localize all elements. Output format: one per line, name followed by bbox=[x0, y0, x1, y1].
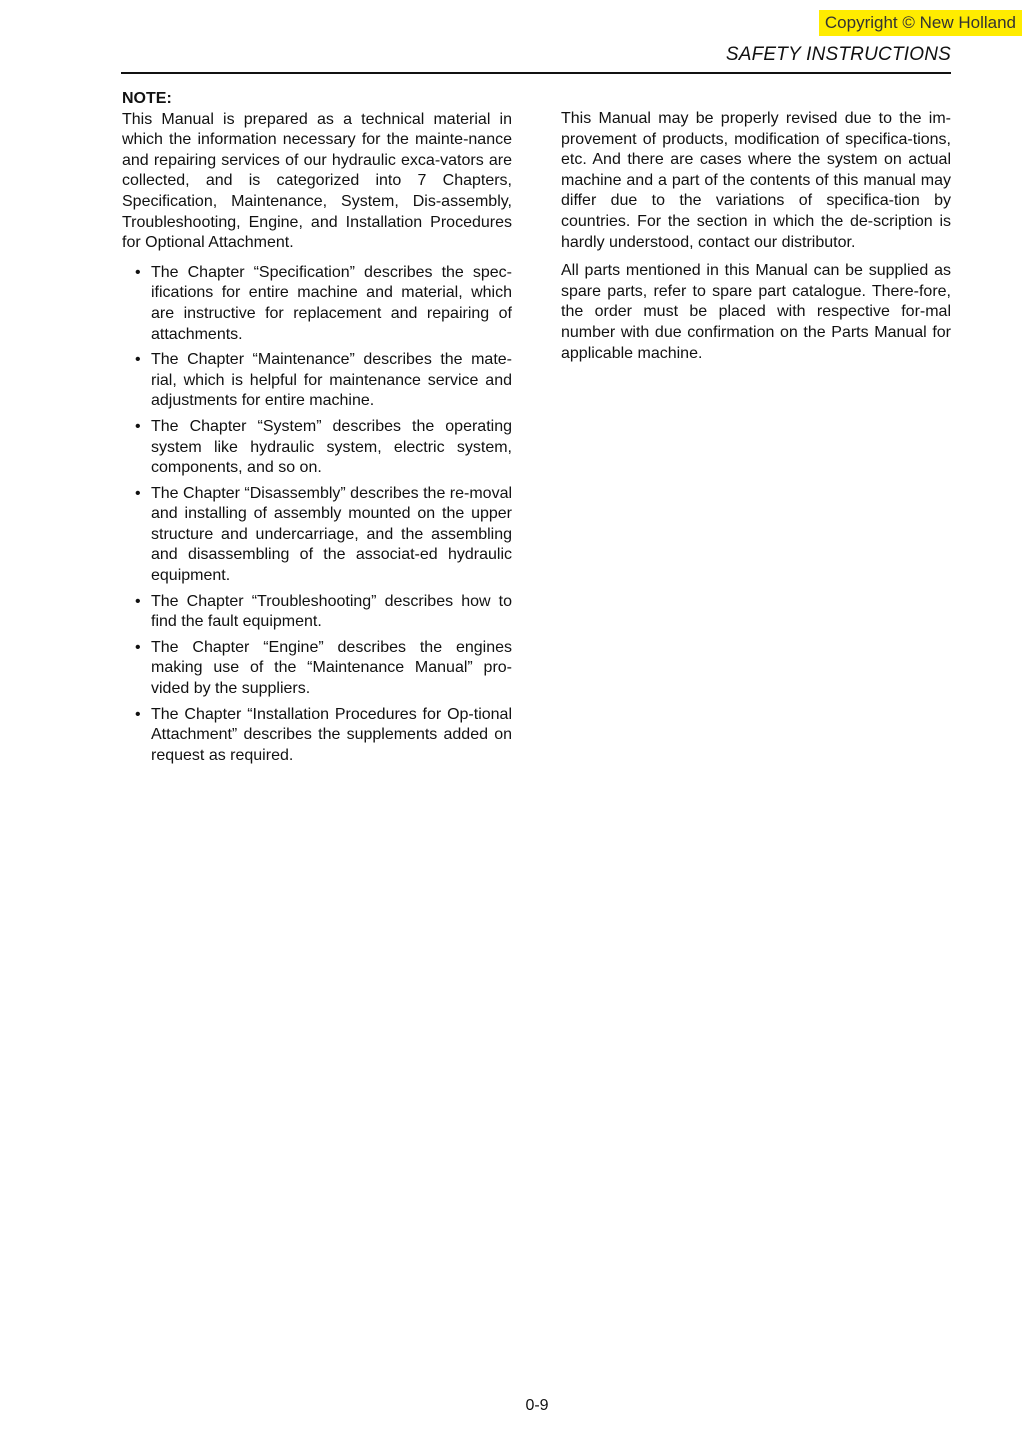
bullet-icon: • bbox=[135, 484, 141, 502]
list-item bbox=[122, 263, 512, 345]
page-number: 0-9 bbox=[525, 1397, 549, 1414]
list-item-text: The Chapter “Specification” describes the spec-ifications for entire machine and material, which are instructive for replacement and repairing of attachments. bbox=[151, 263, 512, 343]
bullet-icon: • bbox=[135, 705, 141, 723]
list-item bbox=[122, 592, 512, 633]
list-item-text: The Chapter “Engine” describes the engines making use of the “Maintenance Manual” pro-vided by the suppliers. bbox=[151, 638, 512, 698]
left-column bbox=[122, 89, 512, 771]
bullet-icon: • bbox=[135, 417, 141, 435]
list-item-text: The Chapter “Disassembly” describes the re-moval and installing of assembly mounted on the upper structure and undercarriage, and the assembling and disassembling of the associat-ed hydraulic equipment. bbox=[151, 484, 513, 585]
list-item bbox=[122, 638, 512, 700]
right-column bbox=[561, 109, 951, 364]
list-item-text: The Chapter “Troubleshooting” describes how to find the fault equipment. bbox=[151, 592, 512, 631]
bullet-icon: • bbox=[135, 263, 141, 281]
page-section-title: SAFETY INSTRUCTIONS bbox=[725, 44, 951, 65]
list-item-text: The Chapter “Installation Procedures for Op-tional Attachment” describes the supplements added on request as required. bbox=[151, 705, 512, 764]
revision-paragraph: This Manual may be properly revised due to the im-provement of products, modification of specifica-tions, etc. And there are cases where the system on actual machine and a part of the contents of this manual may differ due to the variations of specifica-tion by countries. For the section in which the de-scription is hardly understood, contact our distributor. bbox=[561, 110, 951, 251]
chapter-list bbox=[122, 263, 512, 767]
bullet-icon: • bbox=[135, 638, 141, 656]
note-heading: NOTE: bbox=[122, 90, 172, 107]
list-item bbox=[122, 350, 512, 412]
list-item-text: The Chapter “Maintenance” describes the mate-rial, which is helpful for maintenance service and adjustments for entire machine. bbox=[151, 351, 512, 410]
list-item bbox=[122, 417, 512, 479]
bullet-icon: • bbox=[135, 592, 141, 610]
copyright-badge: Copyright © New Holland bbox=[819, 10, 1022, 36]
list-item-text: The Chapter “System” describes the operating system like hydraulic system, electric system, components, and so on. bbox=[151, 417, 512, 477]
list-item bbox=[122, 484, 512, 587]
header-divider bbox=[121, 72, 951, 74]
list-item bbox=[122, 705, 512, 767]
intro-paragraph: This Manual is prepared as a technical material in which the information necessary for the mainte-nance and repairing services of our hydraulic exca-vators are collected, and is categorized into 7 Chapters, Specification, Maintenance, System, Dis-assembly, Troubleshooting, Engine, and Installation Procedures for Optional Attachment. bbox=[122, 110, 512, 252]
spare-parts-paragraph: All parts mentioned in this Manual can be supplied as spare parts, refer to spare part catalogue. There-fore, the order must be placed with respective for-mal number with due confirmation on the Parts Manual for applicable machine. bbox=[561, 262, 951, 362]
bullet-icon: • bbox=[135, 351, 141, 369]
